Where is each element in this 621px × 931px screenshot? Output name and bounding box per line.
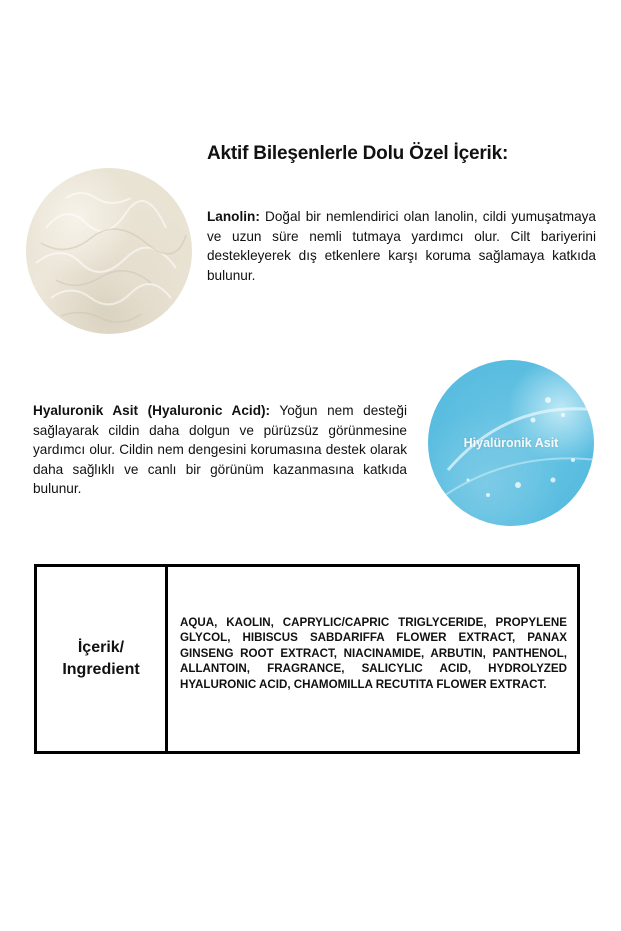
hyaluronic-gel-image bbox=[428, 360, 594, 526]
hyaluronic-description bbox=[33, 401, 407, 499]
ingredients-label-line2: Ingredient bbox=[62, 661, 140, 678]
lanolin-description bbox=[207, 207, 596, 285]
ingredients-label-line1: İçerik/ bbox=[77, 639, 125, 656]
lanolin-wool-image bbox=[26, 168, 192, 334]
hyaluronic-text: Yoğun nem desteği sağlayarak cildin daha dolgun ve pürüzsüz görünmesine yardımcı olur. Cildin nem dengesini korumasına destek olarak daha sağlıklı ve canlı bir görünüm kazanmasına katkıda bulunur. bbox=[33, 403, 407, 497]
hyaluronic-image-label: Hiyalüronik Asit bbox=[463, 436, 559, 450]
lanolin-text: Doğal bir nemlendirici olan lanolin, cildi yumuşatmaya ve uzun süre nemli tutmaya yardımcı olur. Cilt bariyerini destekleyerek dış etkenlere karşı koruma sağlamaya katkıda bulunur. bbox=[207, 209, 596, 283]
ingredients-label bbox=[37, 567, 168, 751]
section-heading: Aktif Bileşenlerle Dolu Özel İçerik: bbox=[207, 143, 509, 164]
ingredients-table bbox=[34, 564, 580, 754]
ingredients-list: AQUA, KAOLIN, CAPRYLIC/CAPRIC TRIGLYCERIDE, PROPYLENE GLYCOL, HIBISCUS SABDARIFFA FLOWER EXTRACT, PANAX GINSENG ROOT EXTRACT, NIACINAMIDE, ARBUTIN, PANTHENOL, ALLANTOIN, FRAGRANCE, SALICYLIC ACID, HYDROLYZED HYALURONIC ACID, CHAMOMILLA RECUTITA FLOWER EXTRACT. bbox=[180, 616, 567, 691]
hyaluronic-title: Hyaluronik Asit (Hyaluronic Acid): bbox=[33, 403, 271, 418]
lanolin-title: Lanolin: bbox=[207, 209, 260, 224]
